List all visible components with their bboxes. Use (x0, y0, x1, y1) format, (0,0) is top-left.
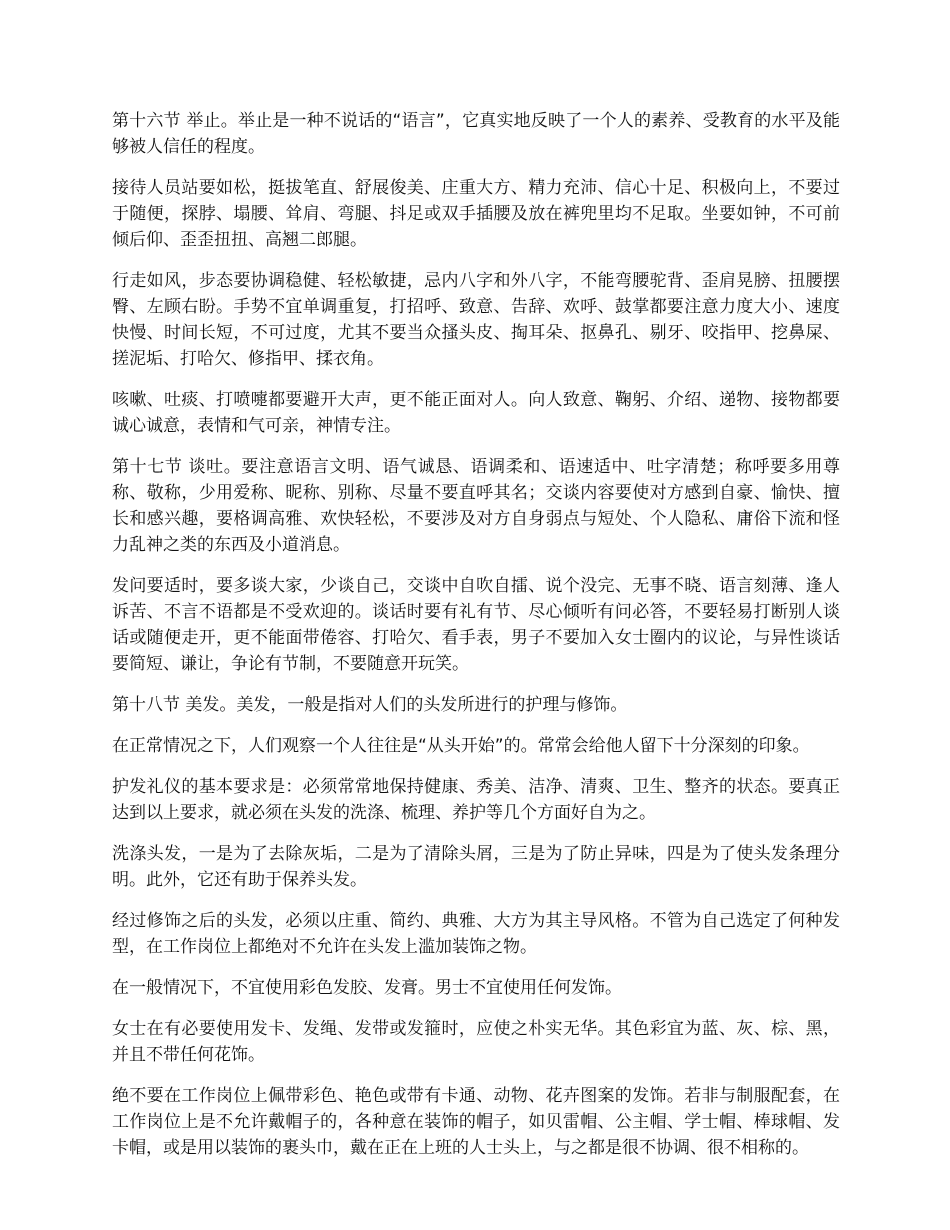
paragraph: 第十八节 美发。美发，一般是指对人们的头发所进行的护理与修饰。 (112, 695, 628, 715)
paragraph: 第十六节 举止。举止是一种不说话的“语言”，它真实地反映了一个人的素养、受教育的水平及能够被人信任的程度。 (112, 111, 840, 157)
paragraph: 女士在有必要使用发卡、发绳、发带或发箍时，应使之朴实无华。其色彩宜为蓝、灰、棕、黑，并且不带任何花饰。 (112, 1019, 840, 1065)
paragraph: 护发礼仪的基本要求是：必须常常地保持健康、秀美、洁净、清爽、卫生、整齐的状态。要真正达到以上要求，就必须在头发的洗涤、梳理、养护等几个方面好自为之。 (112, 777, 840, 823)
document-page (112, 108, 840, 1176)
paragraph: 第十七节 谈吐。要注意语言文明、语气诚恳、语调柔和、语速适中、吐字清楚；称呼要多用尊称、敬称，少用爱称、昵称、别称、尽量不要直呼其名；交谈内容要使对方感到自豪、愉快、擅长和感兴趣，要格调高雅、欢快轻松，不要涉及对方自身弱点与短处、个人隐私、庸俗下流和怪力乱神之类的东西及小道消息。 (112, 457, 840, 555)
paragraph: 绝不要在工作岗位上佩带彩色、艳色或带有卡通、动物、花卉图案的发饰。若非与制服配套，在工作岗位上是不允许戴帽子的，各种意在装饰的帽子，如贝雷帽、公主帽、学士帽、棒球帽、发卡帽，或是用以装饰的裹头巾，戴在正在上班的人士头上，与之都是很不协调、很不相称的。 (112, 1086, 840, 1158)
paragraph: 洗涤头发，一是为了去除灰垢，二是为了清除头屑，三是为了防止异味，四是为了使头发条理分明。此外，它还有助于保养头发。 (112, 844, 840, 890)
paragraph: 接待人员站要如松，挺拔笔直、舒展俊美、庄重大方、精力充沛、信心十足、积极向上，不要过于随便，探脖、塌腰、耸肩、弯腿、抖足或双手插腰及放在裤兜里均不足取。坐要如钟，不可前倾后仰、歪歪扭扭、高翘二郎腿。 (112, 178, 840, 250)
paragraph: 在正常情况之下，人们观察一个人往往是“从头开始”的。常常会给他人留下十分深刻的印象。 (112, 736, 810, 756)
paragraph: 咳嗽、吐痰、打喷嚏都要避开大声，更不能正面对人。向人致意、鞠躬、介绍、递物、接物都要诚心诚意，表情和气可亲，神情专注。 (112, 390, 840, 436)
paragraph: 发问要适时，要多谈大家，少谈自己，交谈中自吹自擂、说个没完、无事不晓、语言刻薄、逢人诉苦、不言不语都是不受欢迎的。谈话时要有礼有节、尽心倾听有问必答，不要轻易打断别人谈话或随便走开，更不能面带倦容、打哈欠、看手表，男子不要加入女士圈内的议论，与异性谈话要简短、谦让，争论有节制，不要随意开玩笑。 (112, 576, 840, 674)
paragraph: 行走如风，步态要协调稳健、轻松敏捷，忌内八字和外八字，不能弯腰驼背、歪肩晃膀、扭腰摆臀、左顾右盼。手势不宜单调重复，打招呼、致意、告辞、欢呼、鼓掌都要注意力度大小、速度快慢、时间长短，不可过度，尤其不要当众搔头皮、掏耳朵、抠鼻孔、剔牙、咬指甲、挖鼻屎、搓泥垢、打哈欠、修指甲、揉衣角。 (112, 271, 840, 369)
paragraph: 在一般情况下，不宜使用彩色发胶、发膏。男士不宜使用任何发饰。 (112, 978, 622, 998)
paragraph: 经过修饰之后的头发，必须以庄重、简约、典雅、大方为其主导风格。不管为自己选定了何种发型，在工作岗位上都绝对不允许在头发上滥加装饰之物。 (112, 911, 840, 957)
